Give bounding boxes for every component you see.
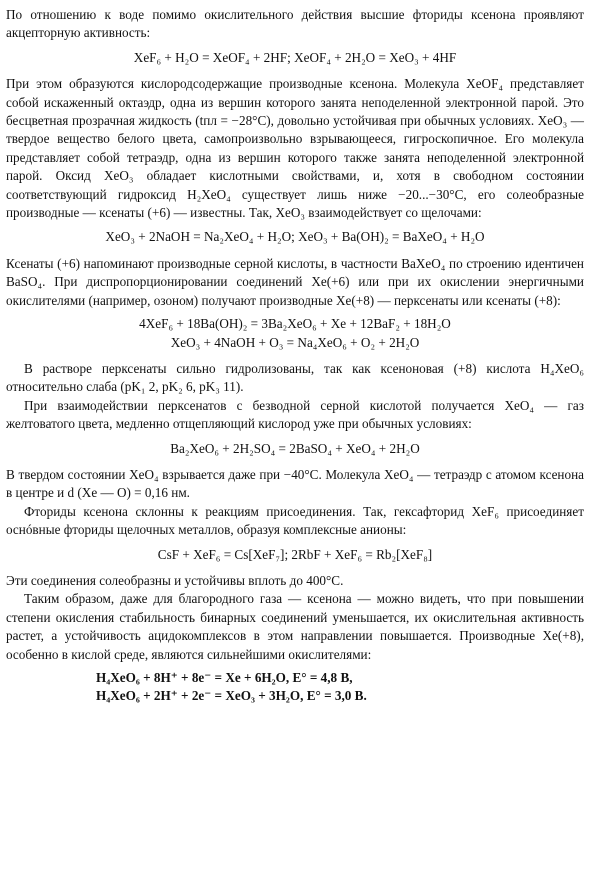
paragraph-oxygen-derivatives: При этом образуются кислородсодержащие производные ксенона. Молекула XeOF₄ представляет собой искаженный октаэдр, одна из вершин которого занята неподеленной электронной парой. Это бесцветная прозрачная жидкость (tпл = −28°С), довольно устойчивая при обычных условиях. XeO₃ — твердое вещество белого цвета, самопроизвольно взрывающееся, гигроскопичное. Его молекула представляет собой тетраэдр, одна из вершин которого также занята неподеленной электронной парой. Оксид XeO₃ обладает кислотными свойствами, и, хотя в свободном состоянии соответствующий гидроксид H₂XeO₄ существует лишь ниже −20...−30°С, его солеобразные производные — ксенаты (+6) — известны. Так, XeO₃ взаимодействует со щелочами: — [6, 76, 584, 221]
equation-group-oxidizers — [6, 669, 584, 706]
equation-xeo4: Ba₂XeO₆ + 2H₂SO₄ = 2BaSO₄ + XeO₄ + 2H₂O — [170, 440, 420, 456]
paragraph-addition-reactions: Фториды ксенона склонны к реакциям присоединения. Так, гексафторид XeF₆ присоединяет оснóвные фториды щелочных металлов, образуя комплексные анионы: — [6, 503, 584, 538]
paragraph-conclusion: Таким образом, даже для благородного газа — ксенона — можно видеть, что при повышении степени окисления стабильность бинарных соединений уменьшается, их окислительная активность растет, а устойчивость ацидокомплексов в этом направлении повышается. Производные Xe(+8), особенно в кислой среде, являются сильнейшими окислителями: — [6, 591, 584, 662]
paragraph-xeo4-formation: При взаимодействии перксенатов с безводной серной кислотой получается XeO₄ — газ желтоватого цвета, медленно отщепляющий кислород уже при обычных условиях: — [6, 397, 584, 432]
paragraph-hydrolysis: В растворе перксенаты сильно гидролизованы, так как ксеноновая (+8) кислота H₄XeO₆ относительно слаба (pK₁ 2, pK₂ 6, pK₃ 11). — [6, 360, 584, 395]
equation-fluoride-complexes: CsF + XeF₆ = Cs[XeF₇]; 2RbF + XeF₆ = Rb₂[XeF₈] — [157, 546, 433, 562]
equation-perxenate-barium: 4XeF₆ + 18Ba(OH)₂ = 3Ba₂XeO₆ + Xe + 12BaF₂ + 18H₂O — [139, 316, 451, 332]
equation-h4xeo6-to-xe: H₄XeO₆ + 8H⁺ + 8e⁻ = Xe + 6H₂O, E° = 4,8 В, — [96, 670, 353, 685]
equation-h4xeo6-to-xeo3: H₄XeO₆ + 2H⁺ + 2e⁻ = XeO₃ + 3H₂O, E° = 3,0 В. — [96, 688, 367, 704]
equation-hydrolysis-xef6: XeF₆ + H₂O = XeOF₄ + 2HF; XeOF₄ + 2H₂O = XeO₃ + 4HF — [133, 49, 457, 65]
paragraph-stability: Эти соединения солеобразны и устойчивы вплоть до 400°С. — [6, 572, 344, 588]
equation-xeo3-alkali: XeO₃ + 2NaOH = Na₂XeO₄ + H₂O; XeO₃ + Ba(OH)₂ = BaXeO₄ + H₂O — [105, 229, 485, 245]
paragraph-intro: По отношению к воде помимо окислительного действия высшие фториды ксенона проявляют акцепторную активность: — [6, 7, 584, 41]
equation-group-perxenates — [6, 315, 584, 352]
paragraph-xenates: Ксенаты (+6) напоминают производные серной кислоты, в частности BaXeO₄ по строению идентичен BaSO₄. При диспропорционировании соединений Xe(+6) или при их окислении энергичными окислителями (например, озоном) получают производные Xe(+8) — перксенаты или ксенаты (+8): — [6, 255, 584, 308]
equation-perxenate-sodium: XeO₃ + 4NaOH + O₃ = Na₄XeO₆ + O₂ + 2H₂O — [170, 334, 420, 350]
paragraph-xeo4-properties: В твердом состоянии XeO₄ взрывается даже при −40°С. Молекула XeO₄ — тетраэдр с атомом ксенона в центре и d (Xe — O) = 0,16 нм. — [6, 466, 584, 501]
